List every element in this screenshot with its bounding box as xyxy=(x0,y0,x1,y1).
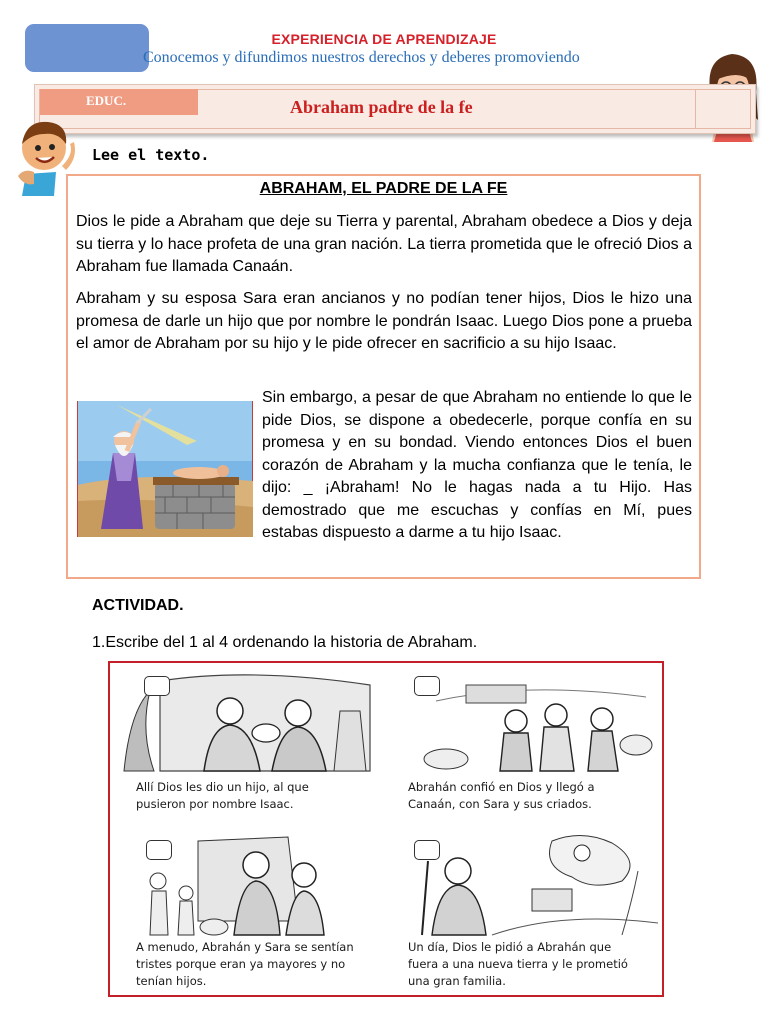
panel-arrival-canaan-illustration xyxy=(406,671,656,775)
panel-caption: Un día, Dios le pidió a Abrahán que fuera a una nueva tierra y le prometió una gran familia. xyxy=(408,940,628,988)
story-order-panel xyxy=(108,661,664,997)
reading-title: ABRAHAM, EL PADRE DE LA FE xyxy=(259,180,508,197)
reading-paragraph: Dios le pide a Abraham que deje su Tierra y parental, Abraham obedece a Dios y deja su tierra y lo hace profeta de una gran nación. La tierra prometida que le ofreció Dios a Abraham fue llamada Canaán. xyxy=(76,213,692,275)
reading-paragraph: Sin embargo, a pesar de que Abraham no entiende lo que le pide Dios, se dispone a obedecerle, porque confía en su promesa y en su bondad. Viendo entonces Dios el buen corazón de Abraham y la mucha confianza que le tenía, le dijo: _ ¡Abraham! No le hagas nada a tu Hijo. Has demostrado que me escuchas y confías en Mí, pues estabas dispuesto a darme a tu hijo Isaac. xyxy=(262,389,692,541)
reading-instruction: Lee el texto. xyxy=(92,146,210,164)
panel-caption: Abrahán confió en Dios y llegó a Canaán, con Sara y sus criados. xyxy=(408,780,595,811)
panel-caption: Allí Dios les dio un hijo, al que pusieron por nombre Isaac. xyxy=(136,780,309,811)
header-subtitle: Conocemos y difundimos nuestros derechos y deberes promoviendo xyxy=(143,49,580,66)
panel-god-calls-abraham-illustration xyxy=(402,831,658,937)
reading-paragraph: Abraham y su esposa Sara eran ancianos y no podían tener hijos, Dios le hizo una promesa de darle un hijo que por nombre le pondrán Isaac. Luego Dios pone a prueba el amor de Abraham por su hijo y le pide ofrecer en sacrificio a su hijo Isaac. xyxy=(76,290,692,352)
activity-instruction: 1.Escribe del 1 al 4 ordenando la historia de Abraham. xyxy=(92,634,478,651)
order-box-3[interactable] xyxy=(146,840,172,860)
page-title: Abraham padre de la fe xyxy=(290,97,473,117)
activity-heading: ACTIVIDAD. xyxy=(92,597,184,614)
header-kicker: EXPERIENCIA DE APRENDIZAJE xyxy=(271,31,497,47)
panel-caption: A menudo, Abrahán y Sara se sentían tristes porque eran ya mayores y no tenían hijos. xyxy=(136,940,354,988)
order-box-4[interactable] xyxy=(414,840,440,860)
area-label: EDUC. xyxy=(86,93,127,108)
order-box-2[interactable] xyxy=(414,676,440,696)
order-box-1[interactable] xyxy=(144,676,170,696)
abraham-altar-illustration xyxy=(77,401,253,537)
